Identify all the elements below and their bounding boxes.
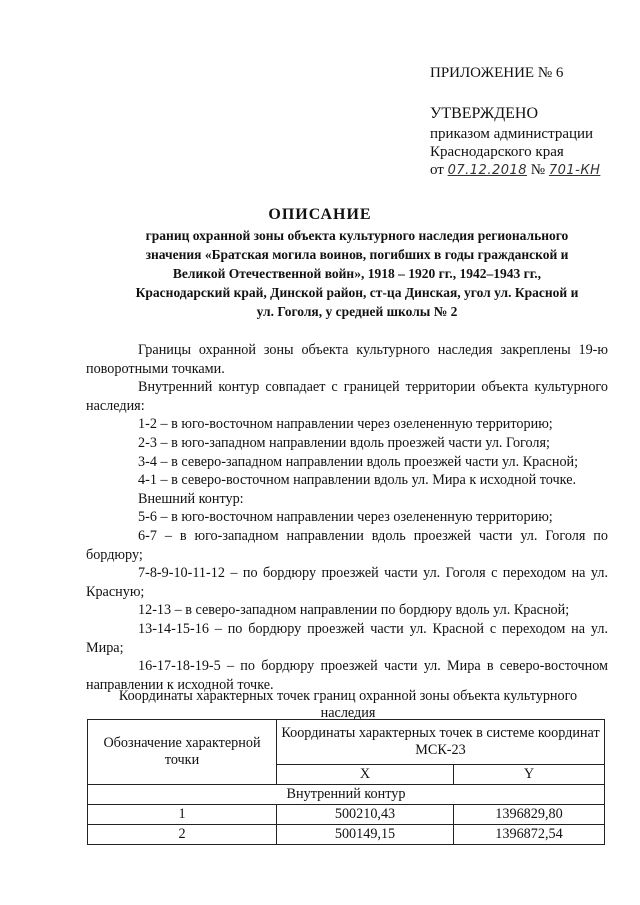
coordinates-table xyxy=(87,719,605,845)
table-header-row xyxy=(88,720,605,765)
approved-label: УТВЕРЖДЕНО xyxy=(430,105,539,122)
appendix-label: ПРИЛОЖЕНИЕ № 6 xyxy=(430,65,564,81)
table-row xyxy=(88,805,605,825)
document-subtitle xyxy=(108,226,606,321)
paragraph: 5-6 – в юго-восточном направлении через озелененную территорию; xyxy=(138,509,553,526)
handwritten-number: 701-КН xyxy=(548,163,601,178)
point-cell: 1 xyxy=(88,805,277,825)
y-header: Y xyxy=(454,765,605,785)
paragraph: 12-13 – в северо-западном направлении по бордюру вдоль ул. Красной; xyxy=(138,602,570,619)
table-row xyxy=(88,825,605,845)
paragraph: 16-17-18-19-5 – по бордюру проезжей части ул. Мира в северо-восточном направлении к исходной точке. xyxy=(86,658,608,693)
paragraph: 13-14-15-16 – по бордюру проезжей части ул. Красной с переходом на ул. Мира; xyxy=(86,620,608,656)
approval-date-number-line xyxy=(430,161,600,180)
x-cell: 500210,43 xyxy=(277,805,454,825)
subtitle-line: Краснодарский край, Динской район, ст-ца Динская, угол ул. Красной и xyxy=(135,285,579,300)
paragraph: 2-3 – в юго-западном направлении вдоль проезжей части ул. Гоголя; xyxy=(138,434,550,451)
subtitle-line: Великой Отечественной войн», 1918 – 1920 гг., 1942–1943 гг., xyxy=(172,266,542,281)
document-title: ОПИСАНИЕ xyxy=(268,206,372,223)
point-cell: 2 xyxy=(88,825,277,845)
subtitle-line: границ охранной зоны объекта культурного наследия регионального xyxy=(145,228,569,243)
coordinates-header: Координаты характерных точек в системе координат МСК-23 xyxy=(277,720,605,765)
paragraph: Границы охранной зоны объекта культурного наследия закреплены 19-ю поворотными точками. xyxy=(86,342,608,377)
number-prefix: № xyxy=(530,162,546,178)
y-cell: 1396872,54 xyxy=(454,825,605,845)
subtitle-line: значения «Братская могила воинов, погибших в годы гражданской и xyxy=(145,247,569,262)
approval-order-line: приказом администрации xyxy=(430,126,594,142)
paragraph: Внешний контур: xyxy=(138,490,244,507)
approval-authority-line: Краснодарского края xyxy=(430,144,564,160)
section-label: Внутренний контур xyxy=(88,785,605,805)
paragraph: 4-1 – в северо-восточном направлении вдоль ул. Мира к исходной точке. xyxy=(138,472,577,489)
point-designation-header: Обозначение характерной точки xyxy=(88,720,277,785)
x-cell: 500149,15 xyxy=(277,825,454,845)
paragraph: 3-4 – в северо-западном направлении вдоль проезжей части ул. Красной; xyxy=(138,453,579,470)
paragraph: 6-7 – в юго-западном направлении вдоль проезжей части ул. Гоголя по бордюру; xyxy=(86,527,608,563)
x-header: X xyxy=(277,765,454,785)
handwritten-date: 07.12.2018 xyxy=(447,163,528,178)
subtitle-line: ул. Гоголя, у средней школы № 2 xyxy=(256,304,458,319)
date-prefix: от xyxy=(430,162,444,178)
paragraph: 1-2 – в юго-восточном направлении через озелененную территорию; xyxy=(138,416,553,433)
description-body xyxy=(86,341,608,694)
y-cell: 1396829,80 xyxy=(454,805,605,825)
paragraph: 7-8-9-10-11-12 – по бордюру проезжей части ул. Гоголя с переходом на ул. Красную; xyxy=(86,565,608,600)
table-caption: Координаты характерных точек границ охранной зоны объекта культурного наследия xyxy=(118,688,578,721)
paragraph: Внутренний контур совпадает с границей территории объекта культурного наследия: xyxy=(86,379,608,414)
section-row xyxy=(88,785,605,805)
